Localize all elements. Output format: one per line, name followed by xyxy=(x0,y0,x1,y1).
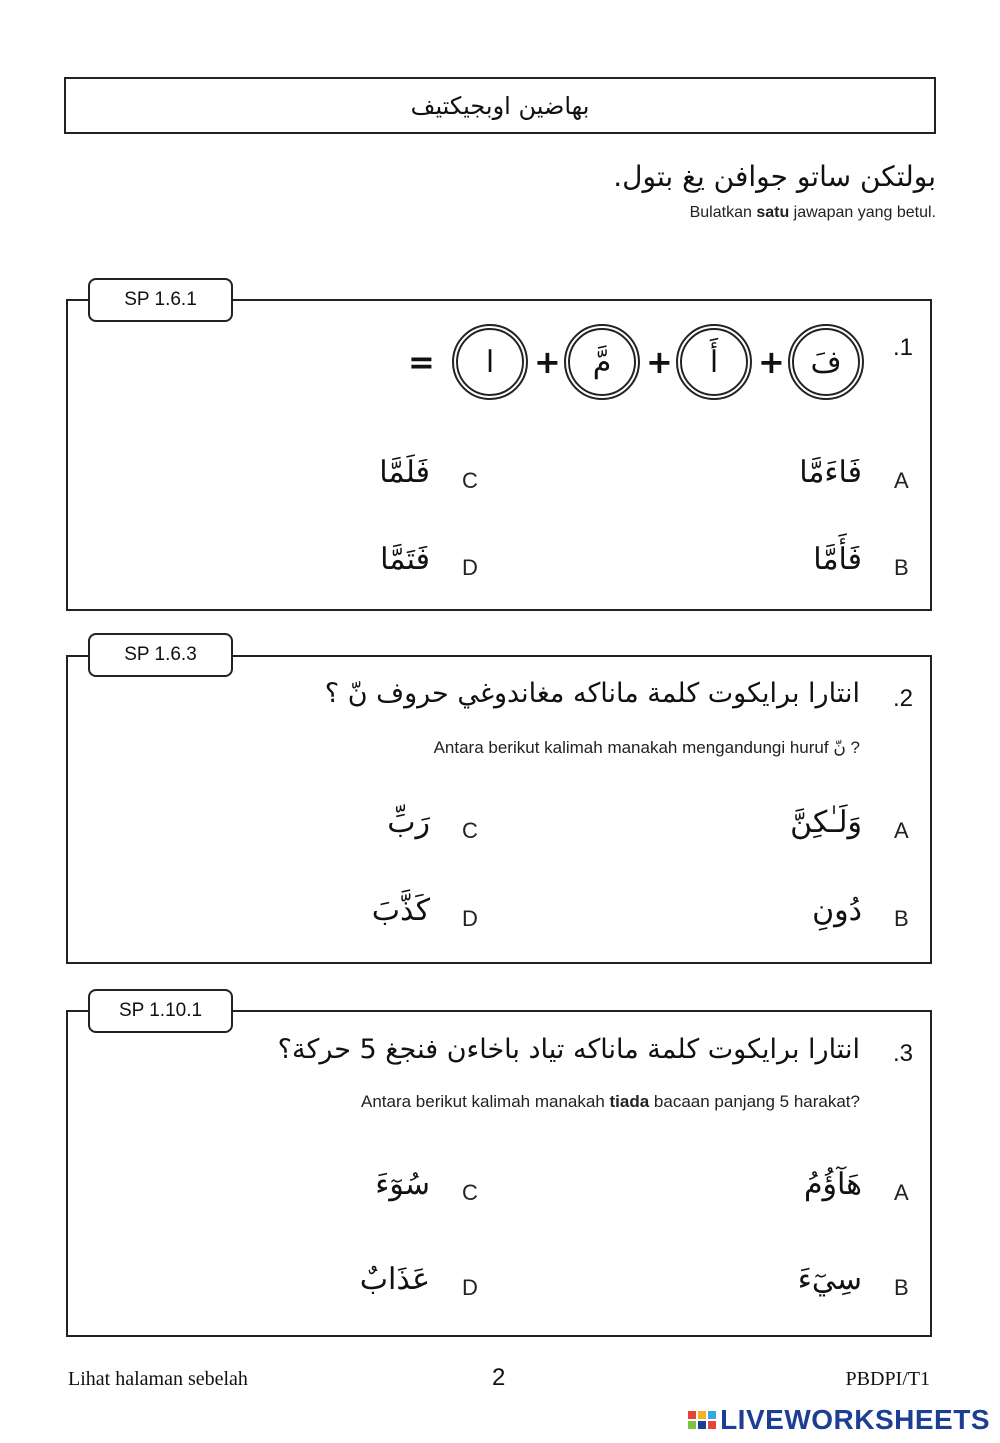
q3-option-c-letter[interactable]: C xyxy=(462,1180,478,1205)
plus-sign-2: + xyxy=(646,343,673,381)
question-2-rumi: Antara berikut kalimah manakah mengandungi huruf نّ ? xyxy=(433,738,860,757)
sp-code: SP 1.10.1 xyxy=(118,1000,203,1021)
instruction-rumi-bold: satu xyxy=(756,204,790,221)
question-3-rumi xyxy=(361,1092,860,1112)
plus-sign-3: + xyxy=(534,343,561,381)
question-3-number: .3 xyxy=(893,1040,914,1067)
question-3-jawi: انتارا برايکوت کلمة ماناکه تياد باخاءن فنجغ 5 حرکة؟ xyxy=(277,1034,860,1065)
question-3-rumi-bold: tiada xyxy=(609,1092,650,1111)
question-3-rumi-part2: bacaan panjang 5 harakat? xyxy=(649,1092,860,1111)
q2-option-c-letter[interactable]: C xyxy=(462,818,478,843)
plus-sign-1: + xyxy=(758,343,785,381)
sp-code: SP 1.6.1 xyxy=(124,289,197,310)
circle-letter-1 xyxy=(788,324,864,400)
q1-option-d-text[interactable]: فَتَمَّا xyxy=(380,542,430,577)
instruction-rumi-part1: Bulatkan xyxy=(689,204,757,221)
question-3-sp-tag xyxy=(88,989,233,1033)
q3-option-d-letter[interactable]: D xyxy=(462,1275,478,1300)
liveworksheets-logo[interactable] xyxy=(688,1404,990,1436)
question-3-rumi-part1: Antara berikut kalimah manakah xyxy=(360,1092,610,1111)
header-title-box xyxy=(64,77,936,134)
q1-option-c-letter[interactable]: C xyxy=(462,468,478,493)
q2-option-b-text[interactable]: دُونِ xyxy=(812,893,862,928)
q2-option-b-letter[interactable]: B xyxy=(894,906,909,931)
equals-sign: = xyxy=(408,343,435,381)
q1-option-a-text[interactable]: فَاءَمَّا xyxy=(799,455,862,490)
q2-option-d-text[interactable]: كَذَّبَ xyxy=(371,893,430,928)
q1-option-c-text[interactable]: فَلَمَّا xyxy=(379,455,430,490)
q3-option-b-text[interactable]: سِيٓءَ xyxy=(797,1262,862,1297)
q1-option-b-text[interactable]: فَأَمَّا xyxy=(813,542,862,577)
footer-right-text: PBDPI/T1 xyxy=(845,1368,930,1390)
q1-option-d-letter[interactable]: D xyxy=(462,555,478,580)
question-2-jawi: انتارا برايکوت کلمة ماناکه مغاندوغي حروف نّ ؟ xyxy=(324,678,860,709)
circle-letter-3-text: مَّ xyxy=(568,328,636,396)
page-number: 2 xyxy=(492,1364,506,1391)
question-2-number: .2 xyxy=(893,685,914,712)
q3-option-b-letter[interactable]: B xyxy=(894,1275,909,1300)
circle-letter-4 xyxy=(452,324,528,400)
instruction-jawi: بولتکن ساتو جوافن يغ بتول. xyxy=(613,160,936,193)
instruction-rumi xyxy=(690,204,936,222)
q3-option-c-text[interactable]: سُوٓءَ xyxy=(375,1167,430,1202)
q2-option-c-text[interactable]: رَبِّ xyxy=(387,805,430,840)
q1-option-a-letter[interactable]: A xyxy=(894,468,909,493)
circle-letter-4-text: ا xyxy=(456,328,524,396)
q2-option-d-letter[interactable]: D xyxy=(462,906,478,931)
q3-option-a-text[interactable]: هَآؤُمُ xyxy=(803,1167,862,1202)
header-title: بهاضين اوبجيکتيف xyxy=(410,91,590,120)
question-1-sp-tag xyxy=(88,278,233,322)
q2-option-a-letter[interactable]: A xyxy=(894,818,909,843)
q3-option-d-text[interactable]: عَذَابٌ xyxy=(359,1262,430,1297)
circle-letter-1-text: فَ xyxy=(792,328,860,396)
circle-letter-2-text: أَ xyxy=(680,328,748,396)
question-1-number: .1 xyxy=(893,334,914,361)
liveworksheets-brand-text: LIVEWORKSHEETS xyxy=(720,1404,990,1435)
q2-option-a-text[interactable]: وَلَـٰكِنَّ xyxy=(790,805,862,840)
circle-letter-2 xyxy=(676,324,752,400)
question-2-sp-tag xyxy=(88,633,233,677)
sp-code: SP 1.6.3 xyxy=(124,644,197,665)
q1-option-b-letter[interactable]: B xyxy=(894,555,909,580)
instruction-rumi-part2: jawapan yang betul. xyxy=(789,204,936,221)
circle-letter-3 xyxy=(564,324,640,400)
q3-option-a-letter[interactable]: A xyxy=(894,1180,909,1205)
liveworksheets-grid-icon xyxy=(688,1411,716,1429)
footer-left-text: Lihat halaman sebelah xyxy=(68,1368,248,1390)
